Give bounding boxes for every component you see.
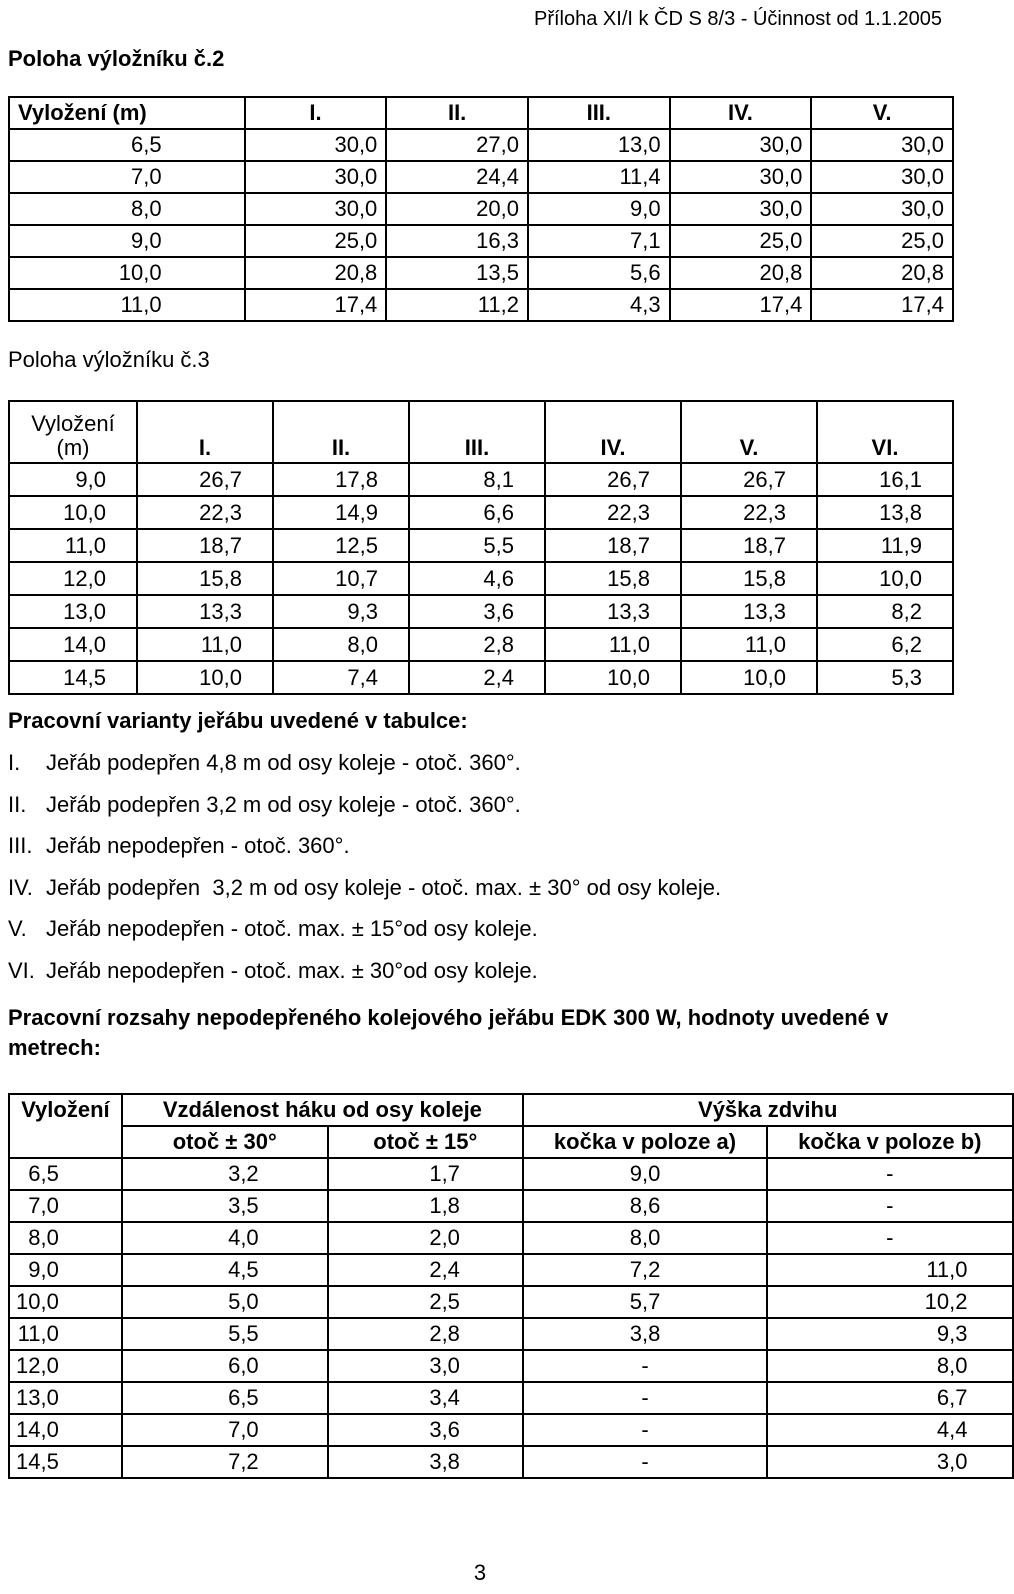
table-cell: 13,3: [681, 595, 817, 628]
section-title-position-2: Poloha výložníku č.2: [8, 46, 225, 71]
table-row: [9, 1158, 1013, 1190]
column-header: IV.: [670, 97, 812, 129]
column-header: Vyložení (m): [9, 97, 245, 129]
table-cell: 30,0: [670, 129, 812, 161]
table-cell: 1,8: [328, 1190, 523, 1222]
variant-text: Jeřáb nepodepřen - otoč. max. ± 15°od osy koleje.: [46, 916, 538, 941]
table-cell: 25,0: [670, 225, 812, 257]
table-cell: 6,2: [817, 628, 953, 661]
header-vylozeni: Vyložení: [9, 1094, 122, 1158]
table-cell: 15,8: [681, 562, 817, 595]
column-header: I.: [137, 401, 273, 463]
variant-number: VI.: [8, 957, 35, 983]
table-cell: 9,3: [273, 595, 409, 628]
table-cell: 5,6: [528, 257, 670, 289]
table-cell: 6,5: [122, 1382, 328, 1414]
table-cell: -: [523, 1350, 767, 1382]
table-cell: 9,3: [767, 1318, 1012, 1350]
table-cell: 3,8: [328, 1446, 523, 1478]
table-cell: 13,0: [9, 595, 137, 628]
table-cell: 10,0: [9, 257, 245, 289]
column-header: III.: [409, 401, 545, 463]
variant-number: IV.: [8, 874, 33, 900]
table-cell: 16,1: [817, 463, 953, 496]
table-cell: 3,0: [328, 1350, 523, 1382]
variant-number: V.: [8, 916, 27, 941]
table-row: [9, 595, 953, 628]
table-cell: 20,8: [670, 257, 812, 289]
table-cell: 4,6: [409, 562, 545, 595]
table-cell: 3,6: [328, 1414, 523, 1446]
table-cell: 3,4: [328, 1382, 523, 1414]
column-header: II.: [386, 97, 528, 129]
table-header-row: [9, 401, 953, 463]
table-cell: 11,0: [9, 529, 137, 562]
table-cell: 9,0: [9, 225, 245, 257]
table-cell: 11,0: [545, 628, 681, 661]
table-cell: 30,0: [245, 161, 387, 193]
table-cell: 6,5: [9, 129, 245, 161]
table-cell: 26,7: [137, 463, 273, 496]
table-cell: 18,7: [137, 529, 273, 562]
column-header: II.: [273, 401, 409, 463]
table-row: [9, 257, 953, 289]
section-title-ranges: Pracovní rozsahy nepodepřeného kolejového jeřábu EDK 300 W, hodnoty uvedené v metrech:: [8, 1005, 889, 1060]
table-cell: 22,3: [137, 496, 273, 529]
table-row: [9, 463, 953, 496]
table-cell: 7,0: [9, 161, 245, 193]
table-cell: 13,3: [137, 595, 273, 628]
table-cell: 11,0: [767, 1254, 1012, 1286]
table-cell: 14,9: [273, 496, 409, 529]
table-cell: 30,0: [811, 193, 953, 225]
table-cell: 9,0: [9, 463, 137, 496]
table-cell: 5,7: [523, 1286, 767, 1318]
table-row: [9, 529, 953, 562]
table-row: [9, 1382, 1013, 1414]
table-cell: 17,8: [273, 463, 409, 496]
table-row: [9, 628, 953, 661]
table-cell: 8,0: [9, 1222, 122, 1254]
table-row: [9, 1222, 1013, 1254]
column-header: I.: [245, 97, 387, 129]
table-row: [9, 289, 953, 321]
table-cell: 11,0: [9, 289, 245, 321]
table-cell: 5,5: [122, 1318, 328, 1350]
table-cell: 20,8: [811, 257, 953, 289]
table-cell: 10,0: [681, 661, 817, 694]
table-cell: 9,0: [528, 193, 670, 225]
table-row: [9, 661, 953, 694]
table-cell: 2,8: [409, 628, 545, 661]
variant-item: [8, 958, 538, 984]
table-cell: 30,0: [811, 161, 953, 193]
table-cell: 30,0: [811, 129, 953, 161]
table-cell: 7,1: [528, 225, 670, 257]
section-title-position-3: Poloha výložníku č.3: [8, 347, 210, 372]
table-cell: 14,0: [9, 628, 137, 661]
table-cell: 3,6: [409, 595, 545, 628]
table-cell: -: [767, 1222, 1012, 1254]
header-lift-height: Výška zdvihu: [523, 1094, 1013, 1126]
table-cell: 13,0: [528, 129, 670, 161]
variant-text: Jeřáb podepřen 3,2 m od osy koleje - otoč. max. ± 30° od osy koleje.: [46, 874, 722, 900]
table-cell: 8,0: [273, 628, 409, 661]
table-cell: 15,8: [545, 562, 681, 595]
table-cell: 4,0: [122, 1222, 328, 1254]
table-cell: 9,0: [523, 1158, 767, 1190]
table-cell: 30,0: [245, 193, 387, 225]
table-cell: 30,0: [245, 129, 387, 161]
table-row: [9, 161, 953, 193]
variant-item: [8, 750, 521, 776]
table-cell: 2,4: [328, 1254, 523, 1286]
table-cell: 10,0: [9, 1286, 122, 1318]
table-cell: 17,4: [670, 289, 812, 321]
table-cell: 4,5: [122, 1254, 328, 1286]
table-cell: 6,0: [122, 1350, 328, 1382]
table-cell: 11,0: [137, 628, 273, 661]
variant-item: [8, 875, 721, 901]
table-cell: 2,8: [328, 1318, 523, 1350]
table-cell: 12,0: [9, 1350, 122, 1382]
table-row: [9, 1414, 1013, 1446]
table-cell: 11,4: [528, 161, 670, 193]
table-cell: 11,2: [386, 289, 528, 321]
table-cell: 7,2: [523, 1254, 767, 1286]
column-header: VI.: [817, 401, 953, 463]
table-cell: 7,4: [273, 661, 409, 694]
table-row: [9, 496, 953, 529]
table-cell: 3,2: [122, 1158, 328, 1190]
table-cell: 14,5: [9, 1446, 122, 1478]
table-cell: 20,0: [386, 193, 528, 225]
table-cell: 6,5: [9, 1158, 122, 1190]
column-header: V.: [681, 401, 817, 463]
variant-text: Jeřáb podepřen 3,2 m od osy koleje - otoč. 360°.: [46, 791, 521, 817]
variant-number: II.: [8, 791, 27, 817]
table-cell: -: [767, 1158, 1012, 1190]
table-cell: 13,8: [817, 496, 953, 529]
table-cell: 16,3: [386, 225, 528, 257]
table-cell: 8,6: [523, 1190, 767, 1222]
table-cell: -: [523, 1414, 767, 1446]
variant-text: Jeřáb nepodepřen - otoč. max. ± 30°od osy koleje.: [46, 957, 538, 983]
table-row: [9, 1190, 1013, 1222]
table-cell: 7,0: [9, 1190, 122, 1222]
table-cell: 14,5: [9, 661, 137, 694]
table-cell: 10,2: [767, 1286, 1012, 1318]
table-cell: 22,3: [681, 496, 817, 529]
subheader-rotation-15: otoč ± 15°: [328, 1126, 523, 1158]
table-cell: 11,0: [9, 1318, 122, 1350]
table-working-ranges: [8, 1093, 1014, 1479]
table-cell: 25,0: [811, 225, 953, 257]
table-row: [9, 1350, 1013, 1382]
table-cell: 11,0: [681, 628, 817, 661]
table-cell: 25,0: [245, 225, 387, 257]
table-cell: 3,5: [122, 1190, 328, 1222]
table-cell: 17,4: [811, 289, 953, 321]
column-header: V.: [811, 97, 953, 129]
table-cell: 8,0: [523, 1222, 767, 1254]
table-cell: 20,8: [245, 257, 387, 289]
table-row: [9, 1286, 1013, 1318]
table-cell: 10,7: [273, 562, 409, 595]
table-cell: 4,3: [528, 289, 670, 321]
column-header: Vyložení (m): [9, 401, 137, 463]
table-cell: 3,0: [767, 1446, 1012, 1478]
table-cell: 12,5: [273, 529, 409, 562]
table-header-row: [9, 97, 953, 129]
table-row: [9, 562, 953, 595]
table-row: [9, 1254, 1013, 1286]
table-cell: 13,5: [386, 257, 528, 289]
table-cell: -: [767, 1190, 1012, 1222]
table-cell: 6,6: [409, 496, 545, 529]
table-row: [9, 1318, 1013, 1350]
variant-number: I.: [8, 750, 21, 775]
table-cell: 8,1: [409, 463, 545, 496]
table-cell: 2,4: [409, 661, 545, 694]
page-number: 3: [473, 1560, 487, 1585]
subheader-trolley-a: kočka v poloze a): [523, 1126, 767, 1158]
table-cell: 10,0: [9, 496, 137, 529]
table-cell: 13,3: [545, 595, 681, 628]
table-cell: 24,4: [386, 161, 528, 193]
table-cell: 9,0: [9, 1254, 122, 1286]
table-row: [9, 1446, 1013, 1478]
table-cell: 5,0: [122, 1286, 328, 1318]
table-cell: 1,7: [328, 1158, 523, 1190]
table-cell: 15,8: [137, 562, 273, 595]
table-cell: 5,3: [817, 661, 953, 694]
table-cell: 11,9: [817, 529, 953, 562]
table-cell: 18,7: [545, 529, 681, 562]
variant-item: [8, 916, 538, 942]
document-annex-header: Příloha XI/I k ČD S 8/3 - Účinnost od 1.1.2005: [534, 8, 942, 30]
table-cell: 6,7: [767, 1382, 1012, 1414]
variant-item: [8, 833, 350, 859]
header-hook-distance: Vzdálenost háku od osy koleje: [122, 1094, 523, 1126]
variants-title: Pracovní varianty jeřábu uvedené v tabulce:: [8, 708, 468, 733]
column-header: IV.: [545, 401, 681, 463]
table-cell: 10,0: [817, 562, 953, 595]
table-cell: -: [523, 1446, 767, 1478]
variant-number: III.: [8, 833, 33, 858]
table-row: [9, 225, 953, 257]
column-header: III.: [528, 97, 670, 129]
table-cell: 10,0: [545, 661, 681, 694]
table-position-2: [8, 96, 954, 322]
variant-text: Jeřáb nepodepřen - otoč. 360°.: [46, 833, 350, 858]
table-cell: 30,0: [670, 193, 812, 225]
table-row: [9, 193, 953, 225]
table-cell: 27,0: [386, 129, 528, 161]
table-row: [9, 129, 953, 161]
variant-text: Jeřáb podepřen 4,8 m od osy koleje - otoč. 360°.: [46, 750, 521, 775]
table-cell: 18,7: [681, 529, 817, 562]
table-cell: 8,2: [817, 595, 953, 628]
table-cell: 13,0: [9, 1382, 122, 1414]
table-cell: 30,0: [670, 161, 812, 193]
table-cell: 14,0: [9, 1414, 122, 1446]
table-cell: 2,0: [328, 1222, 523, 1254]
table-cell: 4,4: [767, 1414, 1012, 1446]
table-cell: 12,0: [9, 562, 137, 595]
table-cell: 26,7: [545, 463, 681, 496]
table-cell: 26,7: [681, 463, 817, 496]
table-cell: 2,5: [328, 1286, 523, 1318]
table-cell: 8,0: [767, 1350, 1012, 1382]
table-cell: 7,2: [122, 1446, 328, 1478]
table-cell: -: [523, 1382, 767, 1414]
variant-item: [8, 792, 521, 818]
table-cell: 22,3: [545, 496, 681, 529]
subheader-trolley-b: kočka v poloze b): [767, 1126, 1012, 1158]
table-cell: 3,8: [523, 1318, 767, 1350]
table-cell: 7,0: [122, 1414, 328, 1446]
table-cell: 17,4: [245, 289, 387, 321]
subheader-rotation-30: otoč ± 30°: [122, 1126, 328, 1158]
table-cell: 10,0: [137, 661, 273, 694]
table-position-3: [8, 400, 954, 695]
table-cell: 8,0: [9, 193, 245, 225]
table-cell: 5,5: [409, 529, 545, 562]
